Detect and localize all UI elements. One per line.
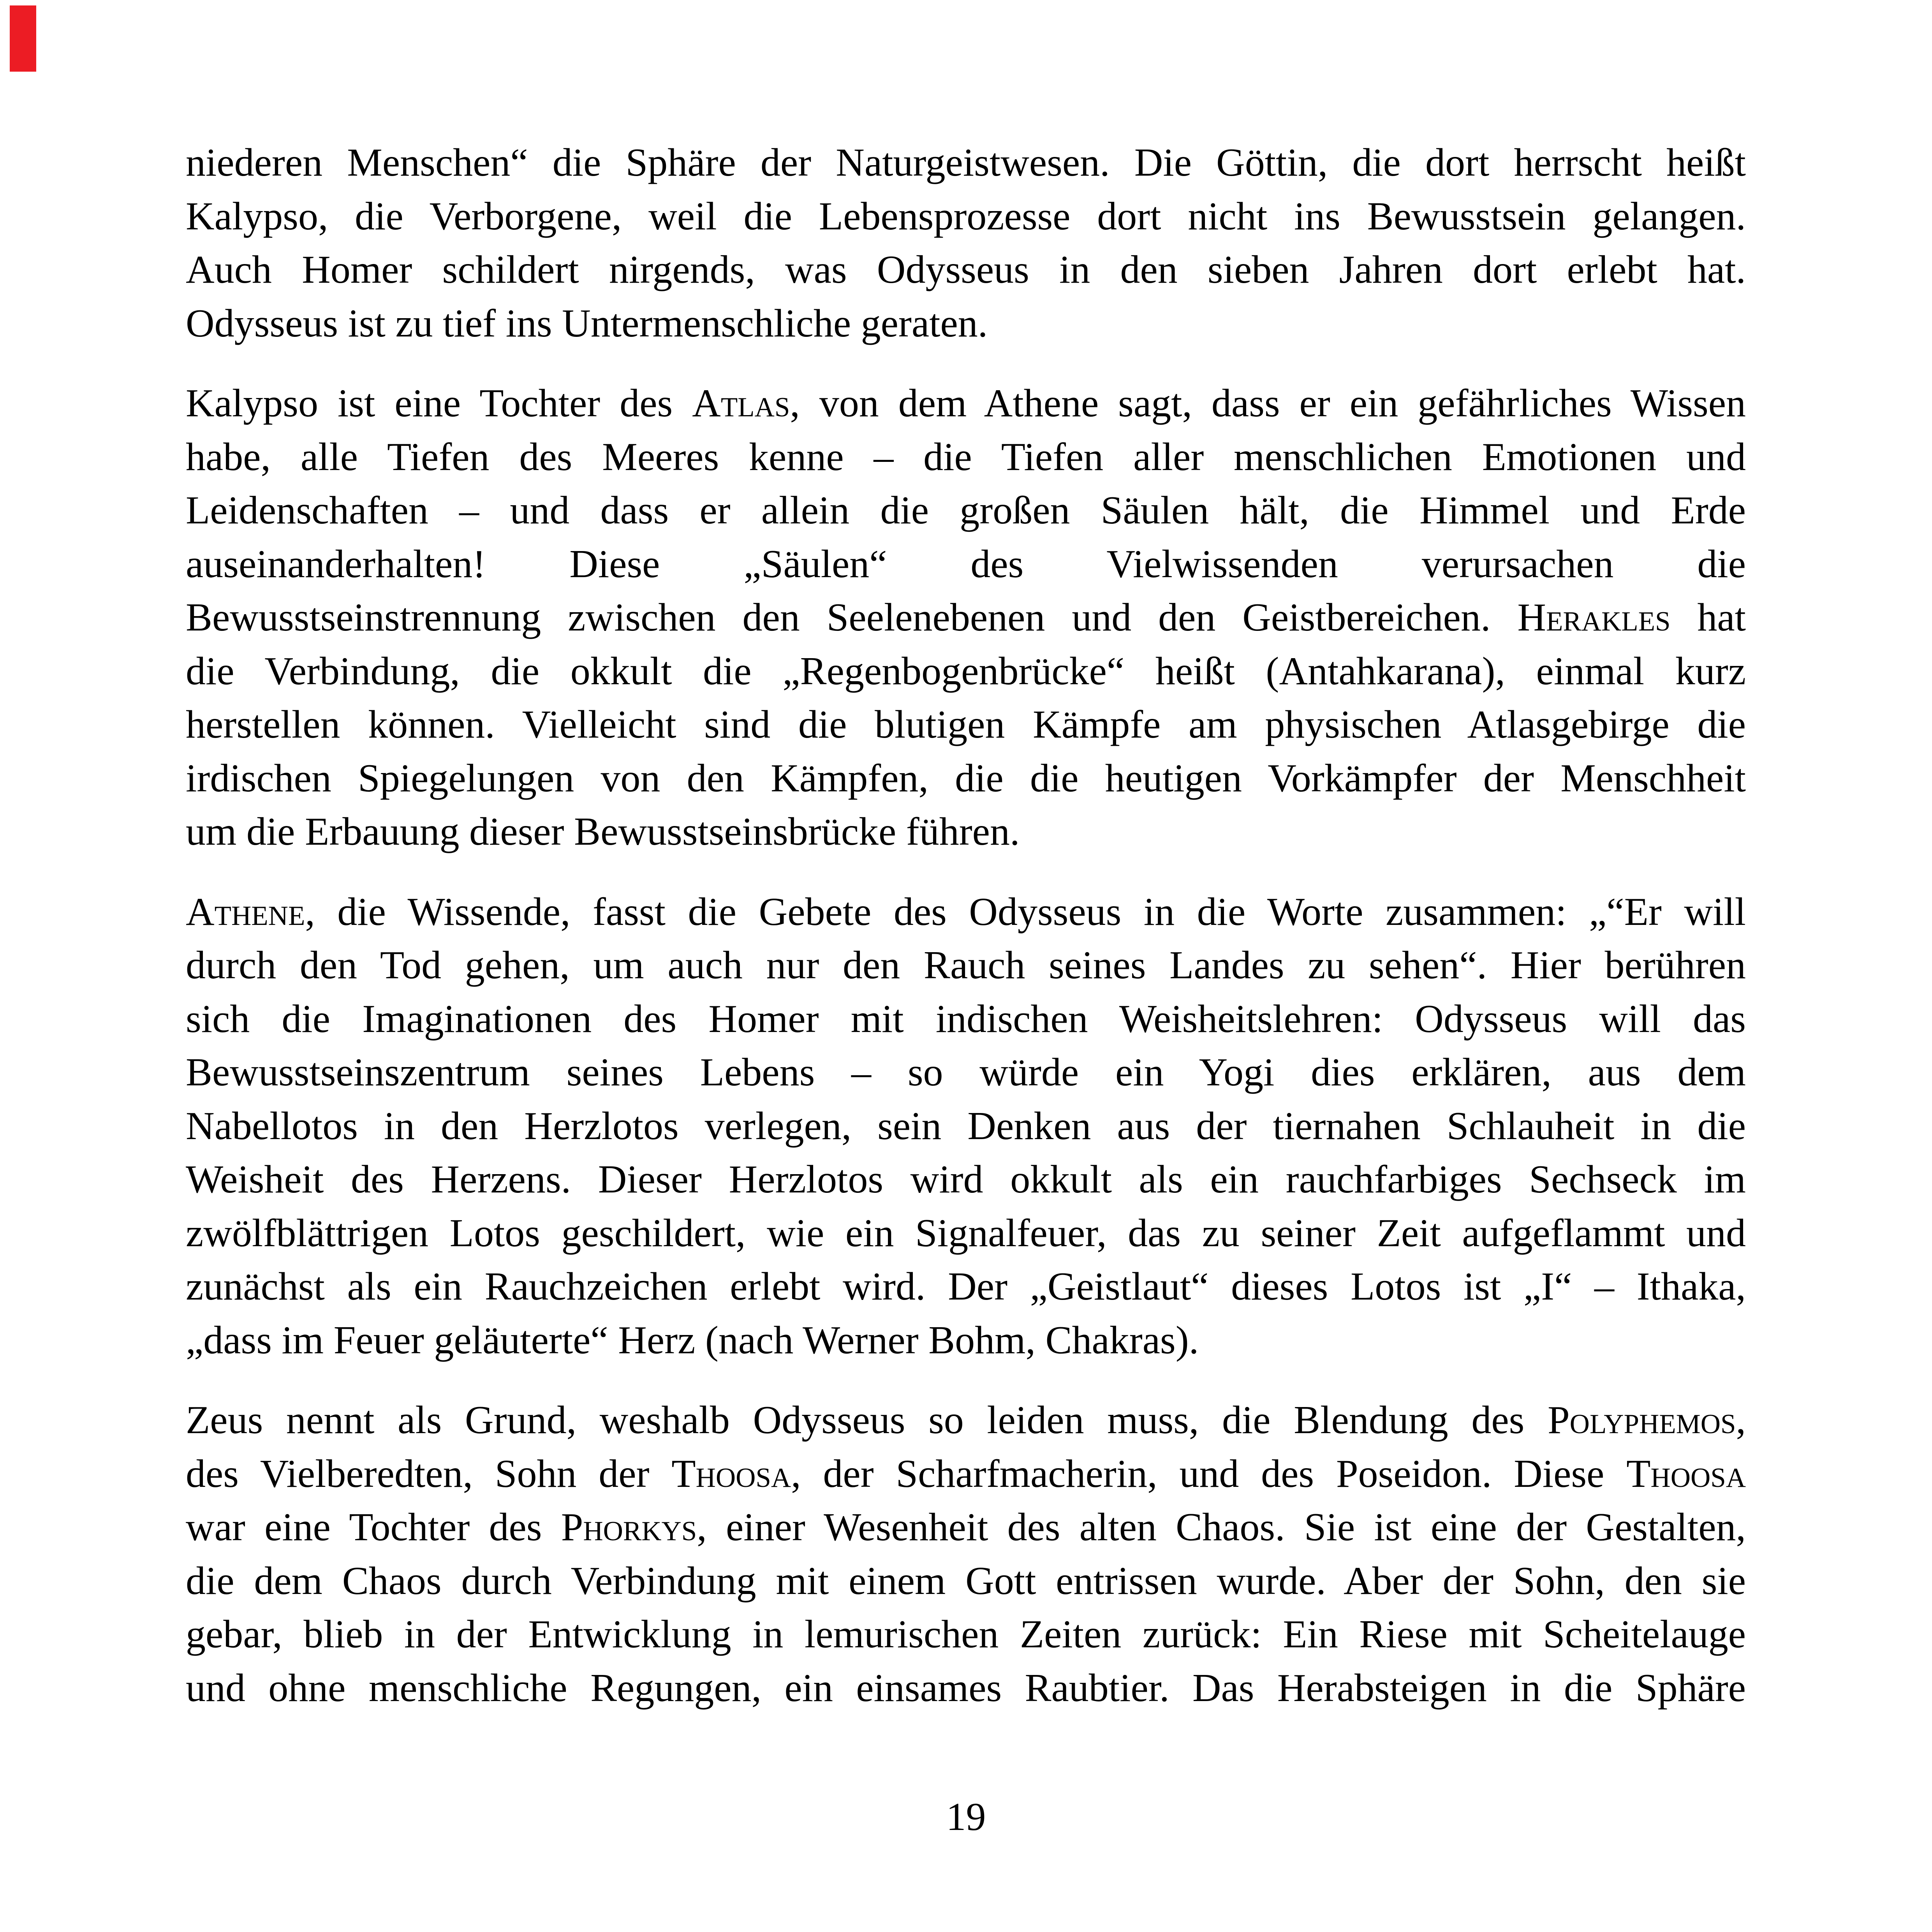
- text-run: Weisheit des Herzens. Dieser Herzlotos wird okkult als ein rauchfarbiges Sechseck im: [186, 1157, 1746, 1201]
- text-run: Kalypso, die Verborgene, weil die Lebensprozesse dort nicht ins Bewusstsein gelangen.: [186, 194, 1746, 238]
- text-line: [186, 1661, 1746, 1715]
- text-run: , die Wissende, fasst die Gebete des Odysseus in die Worte zusammen: „“Er will: [305, 889, 1746, 934]
- text-block: [186, 136, 1746, 1715]
- text-line: [186, 430, 1746, 484]
- text-run: herstellen können. Vielleicht sind die blutigen Kämpfe am physischen Atlasgebirge die: [186, 703, 1746, 747]
- small-caps-name: Thoosa: [671, 1451, 791, 1496]
- text-line: [186, 1608, 1746, 1661]
- text-run: und ohne menschliche Regungen, ein einsames Raubtier. Das Herabsteigen in die Sphäre: [186, 1666, 1746, 1710]
- text-line: [186, 1314, 1746, 1367]
- paragraph: [186, 1393, 1746, 1715]
- text-line: [186, 1099, 1746, 1153]
- page-number: 19: [946, 1795, 986, 1839]
- text-run: , von dem Athene sagt, dass er ein gefährliches Wissen: [790, 381, 1746, 425]
- paragraph: [186, 136, 1746, 350]
- text-line: [186, 752, 1746, 805]
- text-line: [186, 992, 1746, 1046]
- text-line: [186, 484, 1746, 537]
- text-run: um die Erbauung dieser Bewusstseinsbrücke führen.: [186, 810, 1020, 854]
- text-run: sich die Imaginationen des Homer mit indischen Weisheitslehren: Odysseus will das: [186, 997, 1746, 1041]
- text-run: des Vielberedten, Sohn der: [186, 1451, 672, 1496]
- text-line: [186, 1046, 1746, 1099]
- text-run: durch den Tod gehen, um auch nur den Rauch seines Landes zu sehen“. Hier berühren: [186, 943, 1746, 987]
- text-line: [186, 537, 1746, 591]
- text-run: niederen Menschen“ die Sphäre der Naturgeistwesen. Die Göttin, die dort herrscht heißt: [186, 141, 1746, 185]
- text-line: [186, 885, 1746, 939]
- text-run: auseinanderhalten! Diese „Säulen“ des Vielwissenden verursachen die: [186, 542, 1746, 586]
- text-run: Auch Homer schildert nirgends, was Odysseus in den sieben Jahren dort erlebt hat.: [186, 248, 1746, 292]
- text-run: Nabellotos in den Herzlotos verlegen, sein Denken aus der tiernahen Schlauheit in die: [186, 1104, 1746, 1148]
- text-run: gebar, blieb in der Entwicklung in lemurischen Zeiten zurück: Ein Riese mit Scheitelauge: [186, 1612, 1746, 1656]
- text-run: zunächst als ein Rauchzeichen erlebt wird. Der „Geistlaut“ dieses Lotos ist „I“ – Ithaka,: [186, 1265, 1746, 1309]
- text-line: [186, 1206, 1746, 1260]
- text-run: Zeus nennt als Grund, weshalb Odysseus so leiden muss, die Blendung des: [186, 1398, 1548, 1442]
- text-run: die dem Chaos durch Verbindung mit einem Gott entrissen wurde. Aber der Sohn, den sie: [186, 1559, 1746, 1603]
- small-caps-name: Thoosa: [1626, 1451, 1746, 1496]
- text-line: [186, 1153, 1746, 1206]
- text-line: [186, 243, 1746, 297]
- text-line: [186, 377, 1746, 430]
- text-line: [186, 1501, 1746, 1554]
- text-line: [186, 698, 1746, 752]
- text-line: [186, 591, 1746, 645]
- text-line: [186, 190, 1746, 243]
- text-run: Leidenschaften – und dass er allein die großen Säulen hält, die Himmel und Erde: [186, 488, 1746, 532]
- text-run: „dass im Feuer geläuterte“ Herz (nach Werner Bohm, Chakras).: [186, 1318, 1199, 1362]
- text-line: [186, 805, 1746, 859]
- text-run: zwölfblättrigen Lotos geschildert, wie ein Signalfeuer, das zu seiner Zeit aufgeflammt und: [186, 1211, 1746, 1255]
- text-line: [186, 136, 1746, 190]
- small-caps-name: Herakles: [1517, 595, 1671, 639]
- text-line: [186, 645, 1746, 698]
- text-run: hat: [1670, 595, 1746, 639]
- small-caps-name: Polyphemos: [1547, 1398, 1736, 1442]
- small-caps-name: Athene: [186, 889, 305, 934]
- text-run: , der Scharfmacherin, und des Poseidon. Diese: [791, 1451, 1627, 1496]
- small-caps-name: Atlas: [692, 381, 790, 425]
- text-line: [186, 1260, 1746, 1314]
- text-run: Bewusstseinszentrum seines Lebens – so würde ein Yogi dies erklären, aus dem: [186, 1050, 1746, 1094]
- text-run: habe, alle Tiefen des Meeres kenne – die Tiefen aller menschlichen Emotionen und: [186, 435, 1746, 479]
- text-line: [186, 1447, 1746, 1501]
- text-run: ,: [1736, 1398, 1746, 1442]
- paragraph: [186, 377, 1746, 859]
- text-line: [186, 1393, 1746, 1447]
- text-line: [186, 297, 1746, 350]
- text-run: war eine Tochter des: [186, 1505, 561, 1549]
- red-corner-mark: [10, 5, 36, 72]
- text-run: , einer Wesenheit des alten Chaos. Sie ist eine der Gestalten,: [697, 1505, 1746, 1549]
- text-run: irdischen Spiegelungen von den Kämpfen, die die heutigen Vorkämpfer der Menschheit: [186, 756, 1746, 800]
- text-run: Odysseus ist zu tief ins Untermenschliche geraten.: [186, 301, 988, 345]
- text-line: [186, 1554, 1746, 1608]
- small-caps-name: Phorkys: [561, 1505, 697, 1549]
- paragraph: [186, 885, 1746, 1367]
- text-run: Kalypso ist eine Tochter des: [186, 381, 692, 425]
- text-line: [186, 939, 1746, 992]
- text-run: Bewusstseinstrennung zwischen den Seelenebenen und den Geistbereichen.: [186, 595, 1518, 639]
- text-run: die Verbindung, die okkult die „Regenbogenbrücke“ heißt (Antahkarana), einmal kurz: [186, 649, 1746, 693]
